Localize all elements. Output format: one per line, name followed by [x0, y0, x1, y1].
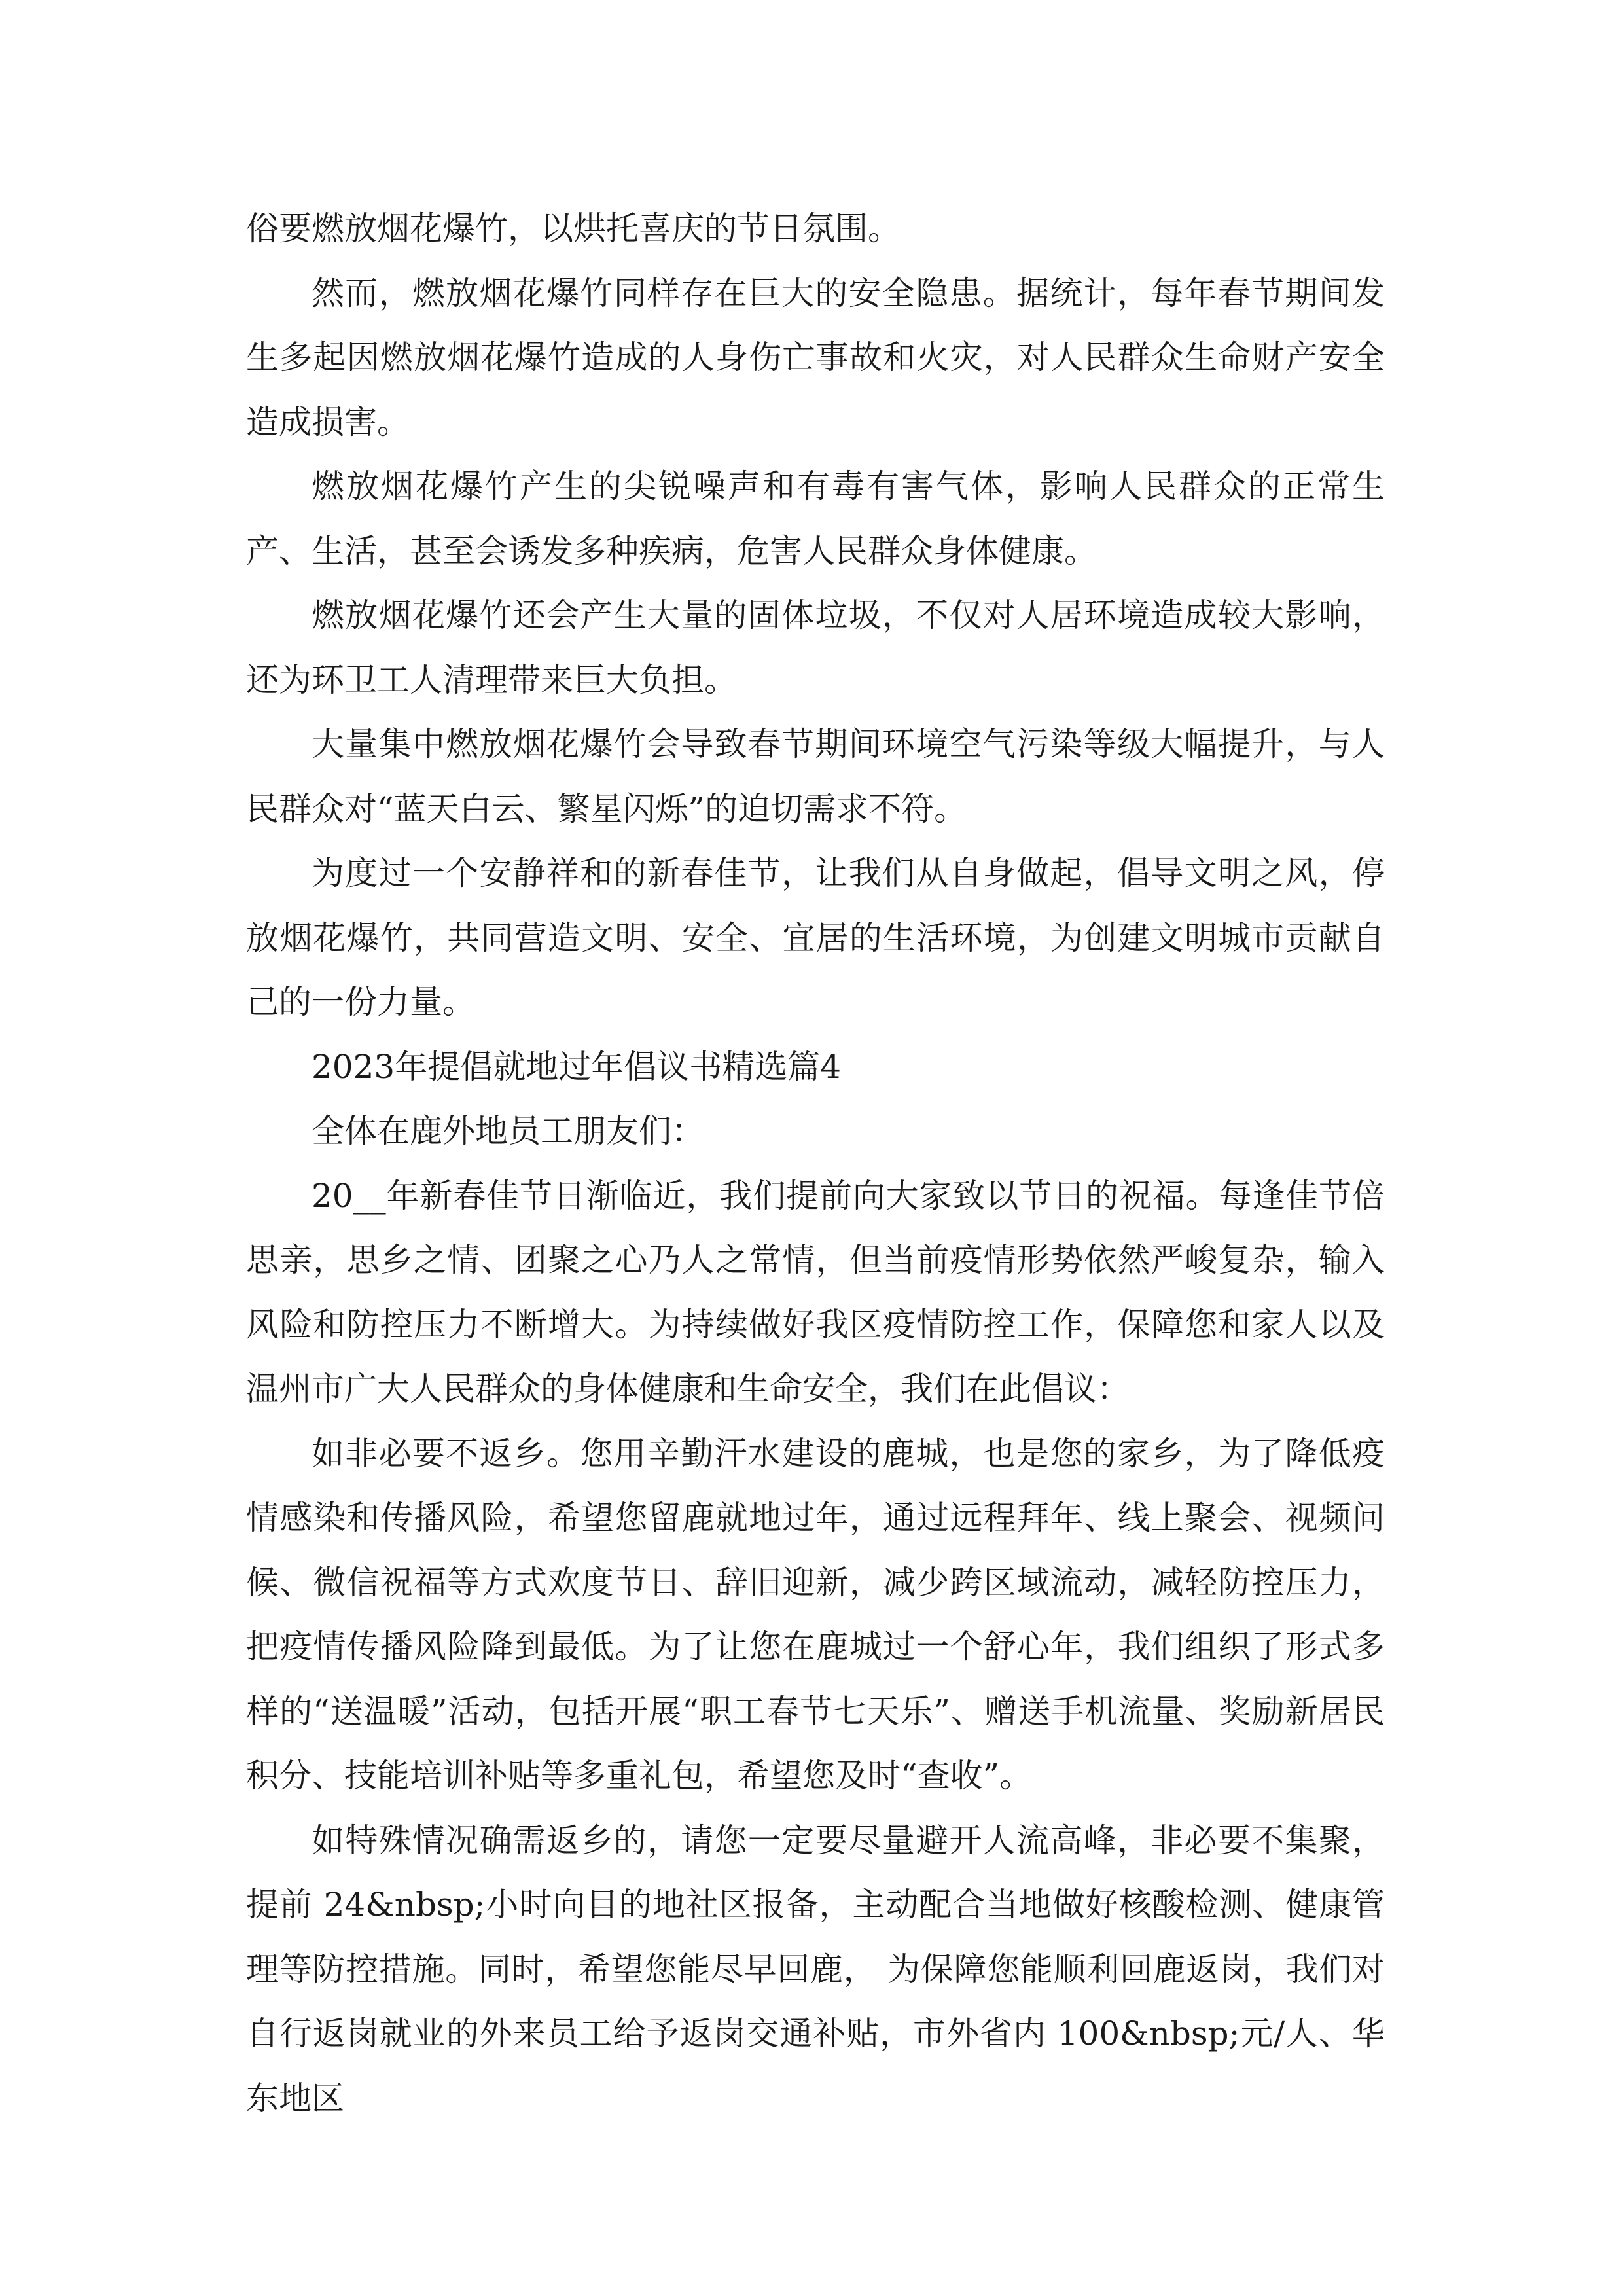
paragraph-air-pollution: 大量集中燃放烟花爆竹会导致春节期间环境空气污染等级大幅提升，与人民群众对“蓝天白云、繁星闪烁”的迫切需求不符。: [246, 725, 1385, 828]
paragraph-noise-gas: 燃放烟花爆竹产生的尖锐噪声和有毒有害气体，影响人民群众的正常生产、生活，甚至会诱发多种疾病，危害人民群众身体健康。: [246, 467, 1385, 570]
section-heading: 2023年提倡就地过年倡议书精选篇4: [312, 1047, 842, 1086]
paragraph-intro: 20__年新春佳节日渐临近，我们提前向大家致以节日的祝福。每逢佳节倍思亲，思乡之情、团聚之心乃人之常情，但当前疫情形势依然严峻复杂，输入风险和防控压力不断增大。为持续做好我区疫情防控工作，保障您和家人以及温州市广大人民群众的身体健康和生命安全，我们在此倡议：: [246, 1176, 1385, 1408]
salutation: 全体在鹿外地员工朋友们：: [312, 1112, 704, 1150]
paragraph-stay-local: 如非必要不返乡。您用辛勤汗水建设的鹿城，也是您的家乡，为了降低疫情感染和传播风险，希望您留鹿就地过年，通过远程拜年、线上聚会、视频问候、微信祝福等方式欢度节日、辞旧迎新，减少跨区域流动，减轻防控压力，把疫情传播风险降到最低。为了让您在鹿城过一个舒心年，我们组织了形式多样的“送温暖”活动，包括开展“职工春节七天乐”、赠送手机流量、奖励新居民积分、技能培训补贴等多重礼包，希望您及时“查收”。: [246, 1434, 1385, 1795]
paragraph-solid-waste: 燃放烟花爆竹还会产生大量的固体垃圾，不仅对人居环境造成较大影响，还为环卫工人清理带来巨大负担。: [246, 596, 1385, 699]
paragraph-safety-hazard: 然而，燃放烟花爆竹同样存在巨大的安全隐患。据统计，每年春节期间发生多起因燃放烟花爆竹造成的人身伤亡事故和火灾，对人民群众生命财产安全造成损害。: [246, 274, 1385, 441]
paragraph-call-to-action: 为度过一个安静祥和的新春佳节，让我们从自身做起，倡导文明之风，停放烟花爆竹，共同营造文明、安全、宜居的生活环境，为创建文明城市贡献自己的一份力量。: [246, 854, 1385, 1021]
paragraph-special-cases: 如特殊情况确需返乡的，请您一定要尽量避开人流高峰，非必要不集聚，提前 24&nbsp;小时向目的地社区报备，主动配合当地做好核酸检测、健康管理等防控措施。同时，希望您能尽早回鹿， 为保障您能顺利回鹿返岗，我们对自行返岗就业的外来员工给予返岗交通补贴，市外省内 100&nbsp;元/人、华东地区: [246, 1821, 1385, 2117]
document-page: [246, 196, 1385, 2130]
paragraph-continued: 俗要燃放烟花爆竹，以烘托喜庆的节日氛围。: [246, 209, 901, 247]
